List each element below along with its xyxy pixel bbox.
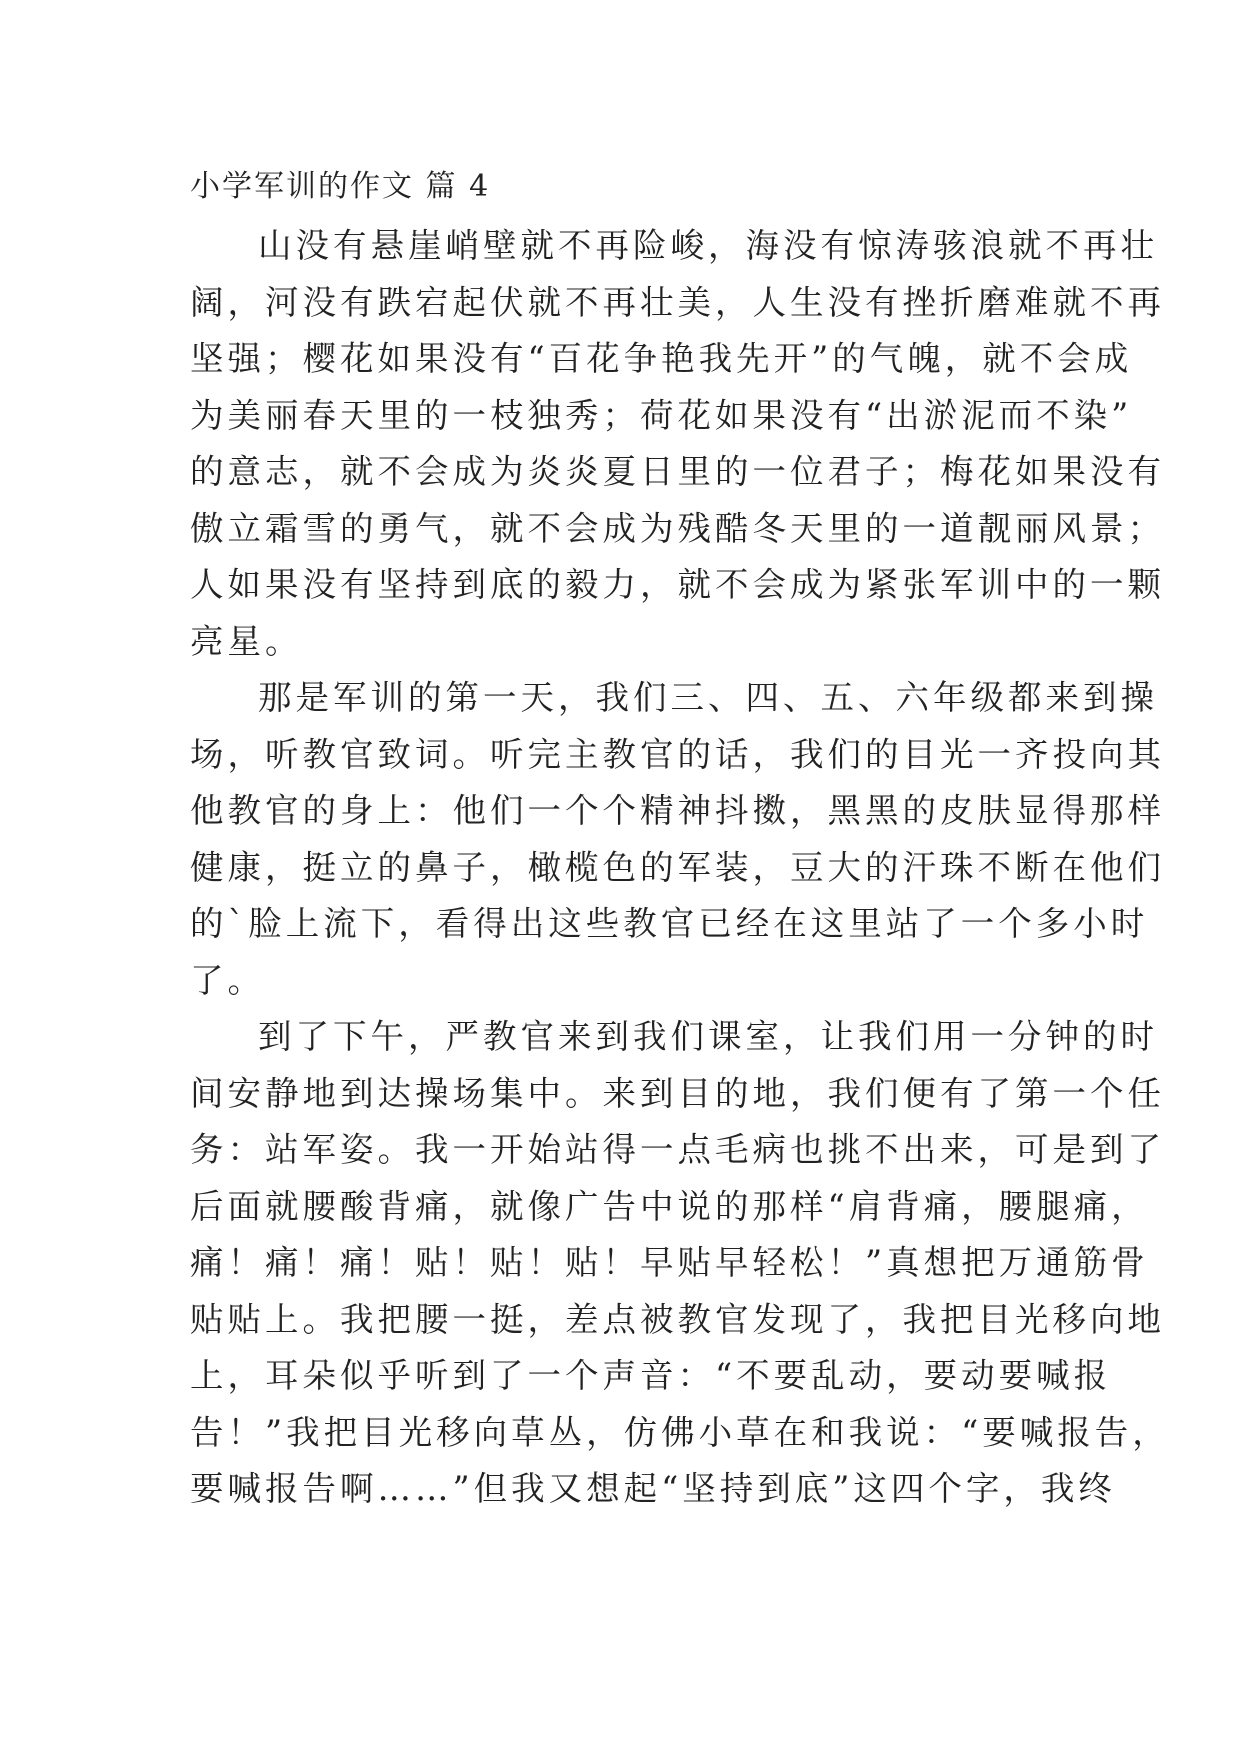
paragraph-line: 务：站军姿。我一开始站得一点毛病也挑不出来，可是到了	[190, 1130, 1165, 1169]
document-page	[190, 160, 1170, 1518]
paragraph-line: 上，耳朵似乎听到了一个声音：“不要乱动，要动要喊报	[190, 1356, 1112, 1395]
document-title: 小学军训的作文 篇 4	[190, 169, 491, 204]
paragraph-line: 场，听教官致词。听完主教官的话，我们的目光一齐投向其	[190, 734, 1165, 774]
paragraph-line: 健康，挺立的鼻子，橄榄色的军装，豆大的汗珠不断在他们	[190, 847, 1165, 887]
paragraph-line: 山没有悬崖峭壁就不再险峻，海没有惊涛骇浪就不再壮	[258, 226, 1158, 265]
paragraph-line: 到了下午，严教官来到我们课室，让我们用一分钟的时	[258, 1017, 1158, 1056]
paragraph-line: 傲立霜雪的勇气，就不会成为残酷冬天里的一道靓丽风景；	[190, 508, 1165, 548]
paragraph-line: 要喊报告啊……”但我又想起“坚持到底”这四个字，我终	[190, 1469, 1116, 1508]
paragraph-line: 的意志，就不会成为炎炎夏日里的一位君子；梅花如果没有	[190, 452, 1165, 491]
paragraph-line: 贴贴上。我把腰一挺，差点被教官发现了，我把目光移向地	[190, 1299, 1165, 1339]
paragraph-line: 他教官的身上：他们一个个精神抖擞，黑黑的皮肤显得那样	[190, 791, 1165, 830]
paragraph-line: 为美丽春天里的一枝独秀；荷花如果没有“出淤泥而不染”	[190, 395, 1133, 435]
paragraph-1	[190, 218, 1165, 670]
paragraph-line: 坚强；樱花如果没有“百花争艳我先开”的气魄，就不会成	[190, 339, 1133, 378]
paragraph-3	[190, 1009, 1170, 1518]
paragraph-line: 告！”我把目光移向草丛，仿佛小草在和我说：“要喊报告，	[190, 1412, 1170, 1452]
paragraph-line: 那是军训的第一天，我们三、四、五、六年级都来到操	[258, 678, 1158, 717]
paragraph-line: 阔，河没有跌宕起伏就不再壮美，人生没有挫折磨难就不再	[190, 282, 1165, 322]
paragraph-line: 间安静地到达操场集中。来到目的地，我们便有了第一个任	[190, 1073, 1165, 1113]
paragraph-2	[190, 670, 1165, 1009]
paragraph-line: 亮星。	[190, 621, 303, 661]
paragraph-line: 后面就腰酸背痛，就像广告中说的那样“肩背痛，腰腿痛，	[190, 1186, 1149, 1226]
paragraph-line: 痛！痛！痛！贴！贴！贴！早贴早轻松！”真想把万通筋骨	[190, 1243, 1149, 1282]
paragraph-line: 的`脸上流下，看得出这些教官已经在这里站了一个多小时	[190, 904, 1149, 943]
paragraph-line: 了。	[190, 960, 265, 1000]
paragraph-line: 人如果没有坚持到底的毅力，就不会成为紧张军训中的一颗	[190, 565, 1165, 604]
